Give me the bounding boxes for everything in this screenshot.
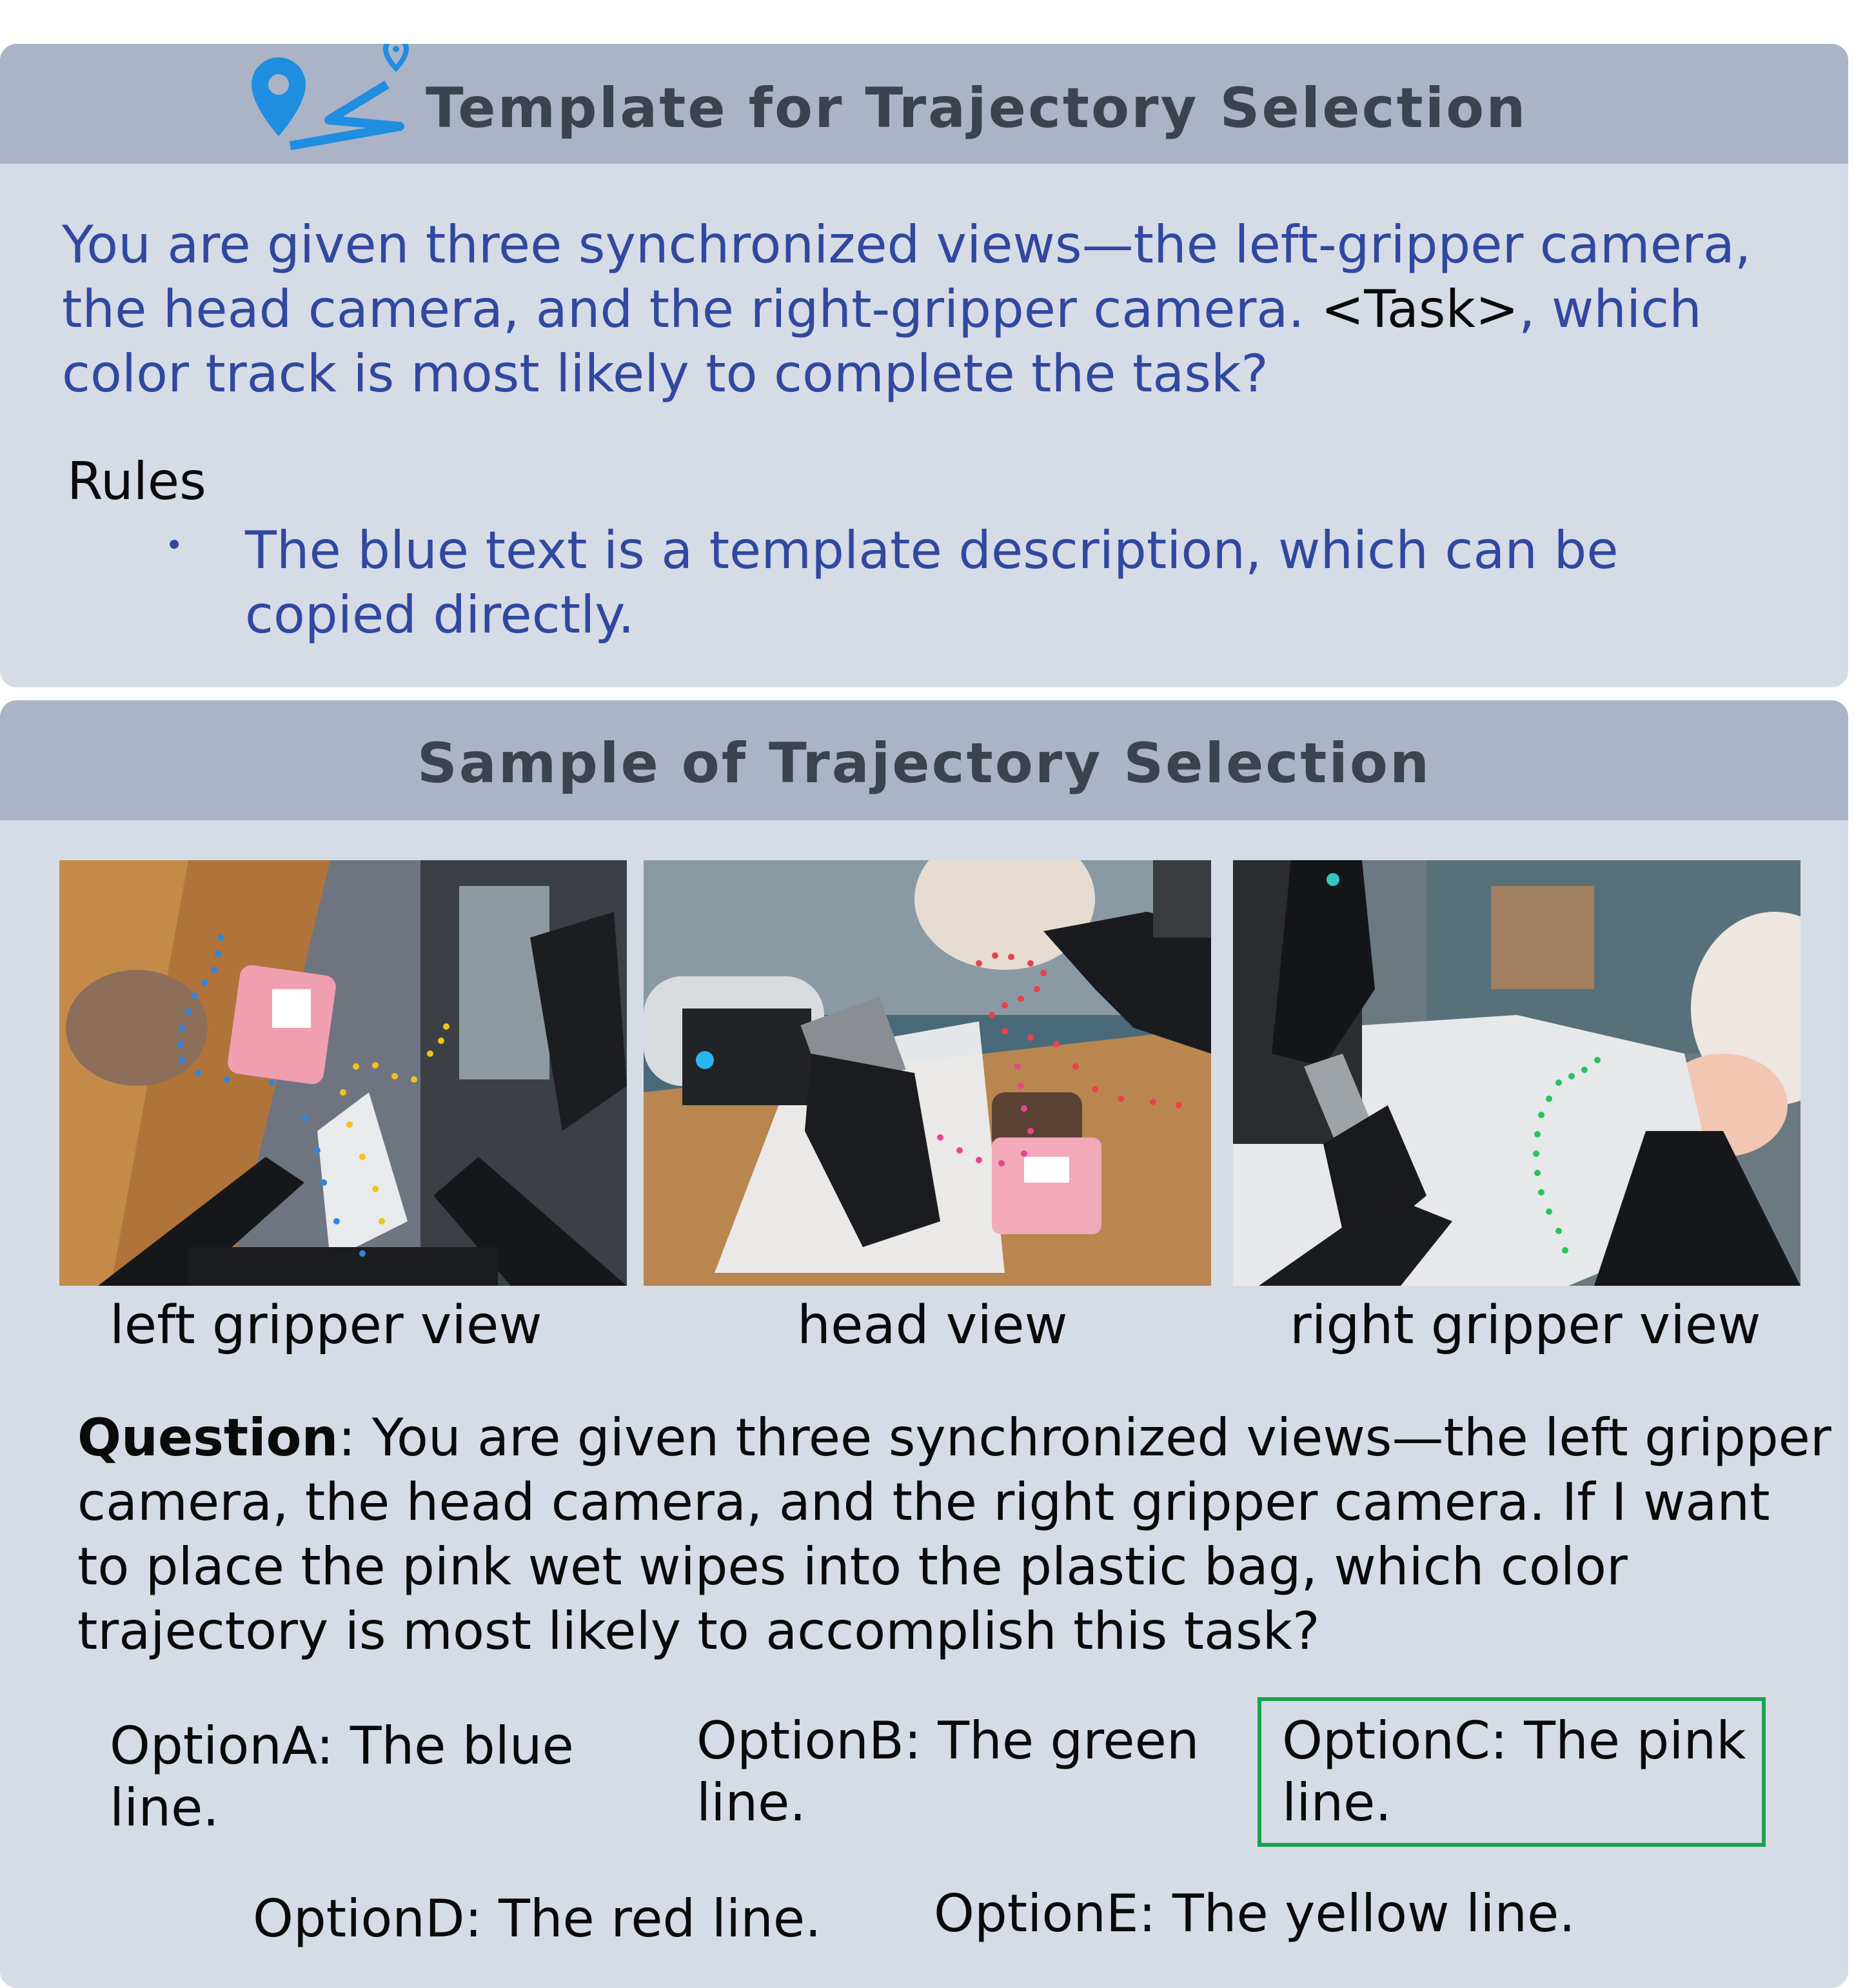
option-a[interactable]: OptionA: The blue line. — [110, 1716, 574, 1838]
template-panel — [0, 44, 1848, 687]
right-gripper-image — [1233, 860, 1801, 1286]
option-b[interactable]: OptionB: The green line. — [696, 1711, 1199, 1833]
caption-head-view: head view — [797, 1295, 1068, 1356]
intro-text-before: You are given three synchronized views—the left-gripper camera, the head camera, and the right-gripper camera. — [62, 215, 1752, 339]
question-text: : You are given three synchronized views—the left gripper camera, the head camera, and the right gripper camera. If I want to place the pink wet wipes into the plastic bag, which color trajectory is most likely to accomplish this task? — [77, 1408, 1831, 1661]
template-panel-header — [0, 44, 1848, 164]
head-view-image — [644, 860, 1211, 1286]
option-c[interactable]: OptionC: The pink line. — [1282, 1711, 1746, 1833]
caption-right-gripper: right gripper view — [1290, 1295, 1761, 1356]
caption-left-gripper: left gripper view — [110, 1295, 542, 1356]
sample-title: Sample of Trajectory Selection — [417, 731, 1432, 796]
left-gripper-image — [59, 860, 627, 1286]
option-d[interactable]: OptionD: The red line. — [253, 1889, 822, 1949]
sample-panel-header — [0, 700, 1848, 820]
rules-label: Rules — [67, 451, 206, 511]
task-placeholder: <Task> — [1321, 279, 1519, 339]
question — [77, 1406, 1838, 1664]
rules-bullet: • — [165, 527, 184, 564]
template-intro — [62, 213, 1816, 406]
template-title: Template for Trajectory Selection — [426, 76, 1528, 141]
question-label: Question — [77, 1408, 339, 1468]
route-map-pin-icon — [232, 44, 419, 165]
intro-text-after: , which color track is most likely to complete the task? — [62, 279, 1702, 404]
option-e[interactable]: OptionE: The yellow line. — [934, 1884, 1575, 1944]
rule-item: The blue text is a template description, which can be copied directly. — [245, 520, 1619, 645]
